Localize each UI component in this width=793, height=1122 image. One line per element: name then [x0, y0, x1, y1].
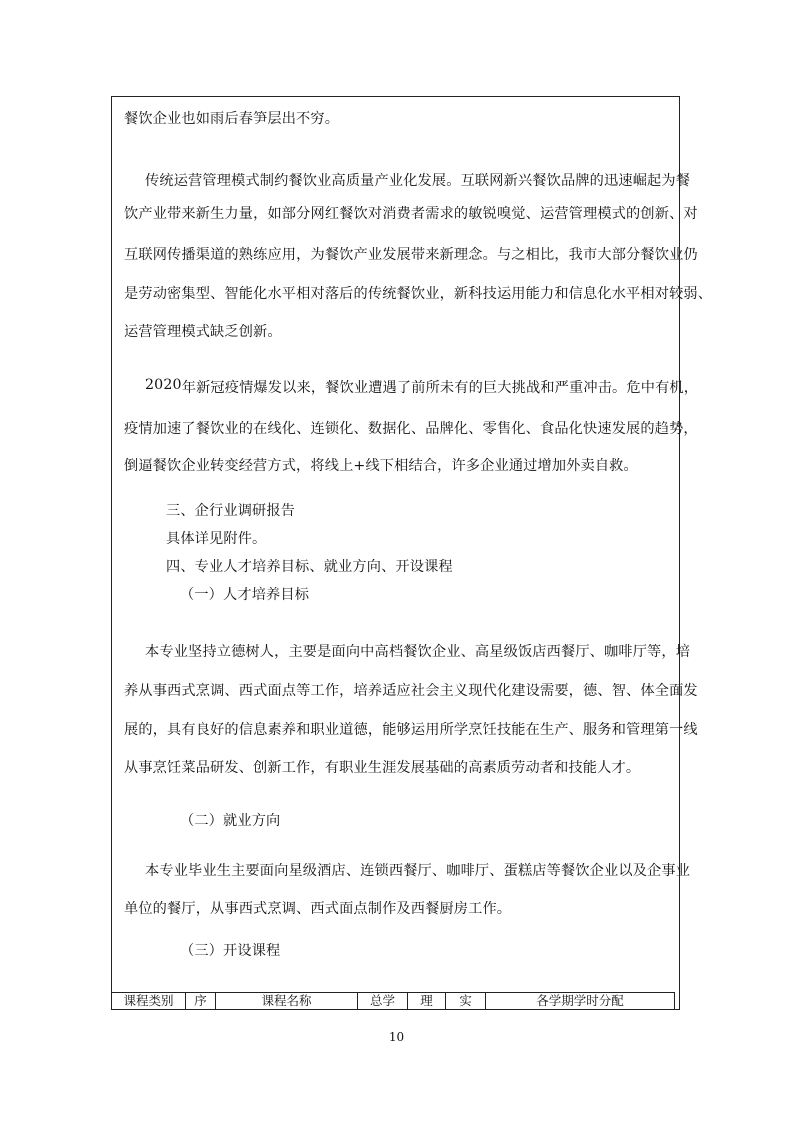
paragraph-line: 传 统 运 营 管 理 模 式 制 约 餐 饮 业 高 质 量 产 业 化 发 展 。 互 联 网 新 兴 餐 饮 品 牌 的 迅 速 崛 起 为 餐 — [145, 173, 691, 189]
section-heading: 三、企行业调研报告 — [166, 503, 296, 519]
paragraph-line: 本 专 业 毕 业 生 主 要 面 向 星 级 酒 店 、 连 锁 西 餐 厅 、 咖 啡 厅 、 蛋 糕 店 等 餐 饮 企 业 以 及 企 事 业 — [145, 863, 691, 879]
th-theory: 理 — [408, 993, 446, 1010]
paragraph-line: 运营管理模式缺乏创新。 — [124, 324, 282, 340]
paragraph-line: 单位的餐厅，从事西式烹调、西式面点制作及西餐厨房工作。 — [124, 901, 512, 917]
paragraph-line: 互 联 网 传 播 渠 道 的 熟 练 应 用 ， 为 餐 饮 产 业 发 展 带 来 新 理 念 。 与 之 相 比 ， 我 市 大 部 分 餐 饮 业 仍 — [124, 247, 698, 263]
th-practice: 实 — [446, 993, 486, 1010]
paragraph-line: 展 的 ， 具 有 良 好 的 信 息 素 养 和 职 业 道 德 ， 能 够 运 用 所 学 烹 饪 技 能 在 生 产 、 服 务 和 管 理 第 一 线 — [124, 722, 698, 738]
paragraph-line: 本 专 业 坚 持 立 德 树 人 ， 主 要 是 面 向 中 高 档 餐 饮 企 业 、 高 星 级 饭 店 西 餐 厅 、 咖 啡 厅 等 ， 培 — [145, 644, 691, 660]
course-table-header — [111, 992, 675, 1010]
th-course-category: 课程类别 — [112, 993, 186, 1010]
paragraph-line: 2020 年 新 冠 疫 情 爆 发 以 来 ， 餐 饮 业 遭 遇 了 前 所 未 有 的 巨 大 挑 战 和 严 重 冲 击 。 危 中 有 机 ， — [145, 377, 699, 396]
th-seq: 序 — [186, 993, 216, 1010]
page-number: 10 — [388, 1030, 405, 1044]
section-heading: （二）就业方向 — [180, 813, 281, 829]
section-heading: 四、专业人才培养目标、就业方向、开设课程 — [166, 559, 453, 575]
paragraph-line: 养 从 事 西 式 烹 调 、 西 式 面 点 等 工 作 ， 培 养 适 应 社 会 主 义 现 代 化 建 设 需 要 ， 德 、 智 、 体 全 面 发 — [124, 683, 698, 699]
paragraph-line: 从事烹饪菜品研发、创新工作，有职业生涯发展基础的高素质劳动者和技能人才。 — [124, 760, 641, 776]
paragraph-line: 饮 产 业 带 来 新 生 力 量 ， 如 部 分 网 红 餐 饮 对 消 费 者 需 求 的 敏 锐 嗅 觉 、 运 营 管 理 模 式 的 创 新 、 对 — [124, 206, 698, 222]
section-heading: （三）开设课程 — [180, 943, 281, 959]
paragraph-line: 倒逼餐饮企业转变经营方式，将线上+线下相结合，许多企业通过增加外卖自救。 — [124, 458, 638, 474]
th-course-name: 课程名称 — [216, 993, 358, 1010]
paragraph-line: 餐饮企业也如雨后春笋层出不穷。 — [124, 111, 340, 127]
th-semester-hours: 各学期学时分配 — [486, 993, 675, 1010]
section-heading: （一）人才培养目标 — [180, 587, 310, 603]
paragraph-line: 是 劳 动 密 集 型 、 智 能 化 水 平 相 对 落 后 的 传 统 餐 饮 业 ， 新 科 技 运 用 能 力 和 信 息 化 水 平 相 对 较 弱 、 — [124, 286, 713, 302]
th-total-hours: 总学 — [358, 993, 408, 1010]
paragraph-line: 疫 情 加 速 了 餐 饮 业 的 在 线 化 、 连 锁 化 、 数 据 化 、 品 牌 化 、 零 售 化 、 食 品 化 快 速 发 展 的 趋 势 ， — [124, 421, 698, 437]
paragraph-line: 具体详见附件。 — [166, 531, 267, 547]
